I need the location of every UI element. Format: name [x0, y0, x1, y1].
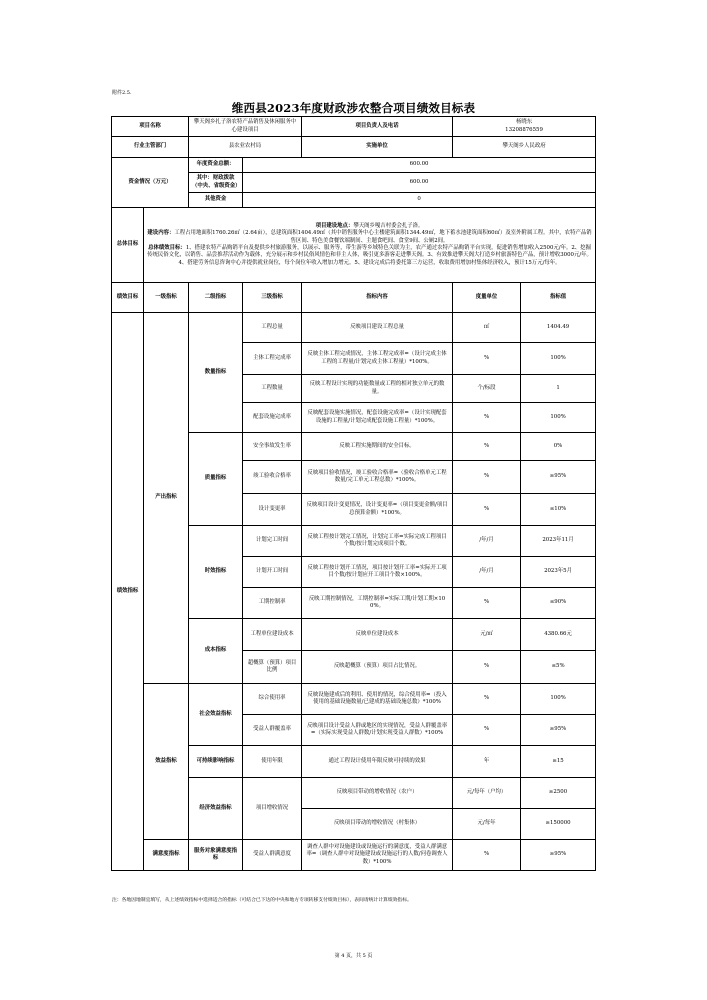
funds-row-label: 其他资金	[189, 193, 243, 208]
attachment-label: 附件2.5.	[112, 90, 132, 96]
funds-row-value: 600.00	[243, 173, 596, 193]
indicator-name: 工程数量	[243, 375, 302, 403]
header-cell: 指标内容	[302, 283, 453, 313]
header-cell: 一级指标	[144, 283, 189, 313]
indicator-content: 反映配套设施实施情况，配套设施完成率=（设计实现配套设施的工程量/计划完成配套设施工程量）*100%。	[302, 403, 453, 433]
indicator-name: 计划完工时间	[243, 526, 302, 557]
overall-content	[144, 208, 596, 283]
indicator-value: 1	[521, 375, 596, 403]
subcategory-quality: 质量指标	[189, 433, 243, 526]
indicator-content: 反映项目建设工程总量	[302, 313, 453, 343]
overall-heading: 总体绩效目标：	[148, 245, 186, 251]
indicator-value: 2023年5月	[521, 557, 596, 588]
dept-value: 县农业农村局	[189, 137, 302, 158]
indicator-name: 综合使用率	[243, 684, 302, 715]
indicator-content: 反映主体工程完成情况，主体工程完成率=（设计完成主体工程的工程量/计划完成主体工程量）*100%。	[302, 343, 453, 375]
indicator-unit: %	[453, 588, 521, 619]
overall-heading: 项目建设地点：	[315, 223, 354, 230]
indicator-name: 主体工程完成率	[243, 343, 302, 375]
header-cell: 度量单位	[453, 283, 521, 313]
performance-table	[111, 116, 596, 871]
indicator-content: 反映工程设计实现的功能数量或工程的相对独立单元的数量。	[302, 375, 453, 403]
project-name: 攀天阁乡扎子洛农特产品销售及休闲服务中心建设项目	[189, 117, 302, 137]
indicator-value: 1404.49	[521, 313, 596, 343]
indicator-content: 反映项目验收情况，竣工验收合格率=（验收合格单元工程数量/完工单元工程总数）*100%。	[302, 461, 453, 494]
footnote: 注：各地因地制宜填写，从上述绩效指标中选择适合的指标（可结合已下达的中央和地方专项转移支付绩效目标），表间请统计计算绩效指标。	[112, 898, 412, 903]
indicator-value: ≥95%	[521, 715, 596, 746]
indicator-unit: %	[453, 840, 521, 871]
indicator-value: ≥150000	[521, 809, 596, 840]
indicator-content: 反映项目带动的增收情况（农户）	[302, 778, 453, 809]
subcategory-economic: 经济效益指标	[189, 778, 243, 840]
page-title: 维西县2023年度财政涉农整合项目绩效目标表	[231, 101, 476, 115]
subcategory-quantity: 数量指标	[189, 313, 243, 433]
indicator-name: 受益人群覆盖率	[243, 715, 302, 746]
indicator-unit: %	[453, 343, 521, 375]
indicator-content: 反映工期控制情况，工期控制率=实际工期/计划工期×100%。	[302, 588, 453, 619]
indicator-value: 100%	[521, 684, 596, 715]
perf-label: 绩效指标	[112, 313, 144, 871]
indicator-value: ≥95%	[521, 461, 596, 494]
indicator-content: 通过工程设计使用年限反映可持续的效果	[302, 746, 453, 778]
indicator-unit: %	[453, 684, 521, 715]
overall-text: 工程占用地面积1760.26㎡（2.64亩），总建筑面积1404.49㎡（其中销售服务中心主楼建筑面积1344.49㎡，地下蓄水池建筑面积60㎡）及室外附属工程。其中，农特产品销售区间、特色美食餐饮端制间、主题食吧间、食堂9间、公厕2间。	[174, 230, 592, 244]
indicator-name: 计划开工时间	[243, 557, 302, 588]
indicator-name: 设计变更率	[243, 494, 302, 526]
indicator-unit: %	[453, 715, 521, 746]
indicator-value: ≥15	[521, 746, 596, 778]
indicator-unit: %	[453, 494, 521, 526]
indicator-name: 竣工验收合格率	[243, 461, 302, 494]
indicator-name: 使用年限	[243, 746, 302, 778]
indicator-name: 项目增收情况	[243, 778, 302, 840]
overall-text: 1、搭建农特产品购销平台及提供乡村旅游服务，以展示、服务等，带生游等乡域特色关联为主，农产通过农特产品购销平台实现，促进销售增加收入2500元/年。2、挖掘传统民俗文化，以销售、品尝推荐活动作为载体，充分展示和乡村民俗风情色和非主人体，吸引更多游客走进攀天阁。3、有效推进攀天阁大打造乡村旅游特色产品，预计增收3000元/年。4、搭建劳务信息咨询中心并提供就业岗位，每个岗位年收入增加力增元。5、建设完成后将委托第三方运营，收取费用增加村集体经济收入，预计15万元/每年。	[147, 245, 592, 266]
indicator-content: 反映工程按计划完工情况，计划完工率=实际完成工程项目个数/按计划完成项目个数。	[302, 526, 453, 557]
leader-label: 项目负责人及电话	[302, 117, 453, 137]
indicator-content: 反映项目设计受益人群或地区的实现情况，受益人群覆盖率=（实际实现受益人群数/计划实现受益人群数）*100%	[302, 715, 453, 746]
indicator-content: 反映工程按计划开工情况，项目按计划开工率=实际开工项目个数/按计划应开工项目个数×100%。	[302, 557, 453, 588]
indicator-name: 工程单位建设成本	[243, 619, 302, 651]
indicator-unit: %	[453, 433, 521, 461]
indicator-unit: %	[453, 461, 521, 494]
subcategory-cost: 成本指标	[189, 619, 243, 684]
indicator-value: 100%	[521, 343, 596, 375]
indicator-unit: 元/每年（户均）	[453, 778, 521, 809]
indicator-unit: /年/月	[453, 557, 521, 588]
indicator-content: 反映工程实施期间的安全目标。	[302, 433, 453, 461]
project-name-label: 项目名称	[112, 117, 189, 137]
impl-value: 攀天阁乡人民政府	[453, 137, 596, 158]
funds-row-value: 0	[243, 193, 596, 208]
indicator-name: 安全事故发生率	[243, 433, 302, 461]
overall-heading: 建设内容：	[147, 230, 175, 237]
leader-info	[453, 117, 596, 137]
funds-row-label: 其中：财政拨款（中央、省级资金）	[189, 173, 243, 193]
indicator-value: 4380.66元	[521, 619, 596, 651]
indicator-unit: 元/每年	[453, 809, 521, 840]
header-cell: 三级指标	[243, 283, 302, 313]
overall-label: 总体目标	[112, 208, 144, 283]
indicator-name: 超概算（预算）项目比例	[243, 651, 302, 684]
category-output: 产出指标	[144, 313, 189, 684]
funds-row-label: 年度资金总额：	[189, 158, 243, 173]
indicator-name: 工程总量	[243, 313, 302, 343]
subcategory-social: 社会效益指标	[189, 684, 243, 746]
indicator-unit: /年/月	[453, 526, 521, 557]
header-cell: 二级指标	[189, 283, 243, 313]
indicator-unit: %	[453, 403, 521, 433]
page-footer: 第 4 页，共 5 页	[334, 953, 373, 959]
header-cell: 指标值	[521, 283, 596, 313]
indicator-content: 反映设施建成后的利用、使用的情况，综合使用率=（投入使用的基础设施数量/已建成的基础设施总数）*100%	[302, 684, 453, 715]
indicator-value: ≤5%	[521, 651, 596, 684]
subcategory-sustain: 可持续影响指标	[189, 746, 243, 778]
indicator-value: 100%	[521, 403, 596, 433]
category-benefit: 效益指标	[144, 684, 189, 840]
indicator-content: 反映单位建设成本	[302, 619, 453, 651]
impl-label: 实施单位	[302, 137, 453, 158]
indicator-content: 反映超概算（预算）项目占比情况。	[302, 651, 453, 684]
indicator-name: 受益人群满意度	[243, 840, 302, 871]
funds-row-value: 600.00	[243, 158, 596, 173]
funds-label: 资金情况（万元）	[112, 158, 189, 208]
header-cell: 绩效目标	[112, 283, 144, 313]
indicator-value: ≥95%	[521, 840, 596, 871]
subcategory-service: 服务对象满意度指标	[189, 840, 243, 871]
indicator-content: 反映项目设计变更情况，设计变更率=（项目变更金额/项目总预算金额）*100%。	[302, 494, 453, 526]
indicator-content: 调查人群中对设施建设或设施运行的满意度，受益人群满意率=（调查人群中对设施建设或设施运行的人数/问卷调查人数）*100%	[302, 840, 453, 871]
dept-label: 行业主管部门	[112, 137, 189, 158]
indicator-name: 工期控制率	[243, 588, 302, 619]
indicator-value: 0%	[521, 433, 596, 461]
indicator-content: 反映项目带动的增收情况（村集体）	[302, 809, 453, 840]
leader-phone: 13208876559	[505, 126, 543, 133]
indicator-value: 2023年11月	[521, 526, 596, 557]
leader-name: 杨晓东	[515, 119, 533, 126]
category-satisfaction: 满意度指标	[144, 840, 189, 871]
indicator-unit: %	[453, 651, 521, 684]
indicator-unit: 元/㎡	[453, 619, 521, 651]
indicator-unit: 个/标段	[453, 375, 521, 403]
subcategory-time: 时效指标	[189, 526, 243, 619]
indicator-unit: 年	[453, 746, 521, 778]
indicator-value: ≥2500	[521, 778, 596, 809]
indicator-unit: ㎡	[453, 313, 521, 343]
indicator-value: ≤90%	[521, 588, 596, 619]
indicator-name: 配套设施完成率	[243, 403, 302, 433]
overall-text: 攀天阁乡嘎吉村委会扎子洛。	[353, 223, 424, 230]
indicator-value: ≤10%	[521, 494, 596, 526]
